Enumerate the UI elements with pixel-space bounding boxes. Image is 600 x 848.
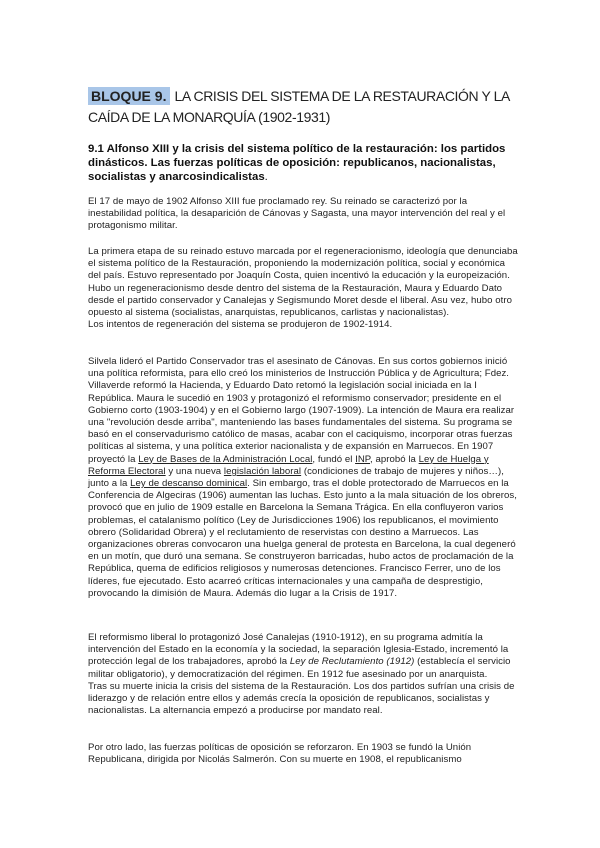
paragraph-4-text-a: El reformismo liberal lo protagonizó José Canalejas (1910-1912), en su programa admitía la intervención del Estado en la economía y la sociedad, la separación Iglesia-Estado, incrementó la protección legal de los trabajadores, aprobó la (88, 632, 509, 668)
paragraph-4-text-b: (establecía el servicio militar obligatorio), y democratización del régimen. En 1912 fue asesinado por un anarquista. (88, 656, 511, 680)
paragraph-3-text-b: , fundó el (312, 453, 356, 465)
link-legislacion-laboral: legislación laboral (223, 465, 302, 477)
paragraph-3-text-c: , aprobó la (370, 453, 419, 465)
paragraph-3-text-d: y una nueva (165, 465, 224, 477)
paragraph-2 (88, 246, 520, 331)
link-ley-huelga: Ley de Huelga y Reforma Electoral (88, 453, 489, 477)
block-heading (88, 86, 528, 128)
block-badge: BLOQUE 9. (88, 87, 170, 105)
block-title: LA CRISIS DEL SISTEMA DE LA RESTAURACIÓN Y LA CAÍDA DE LA MONARQUÍA (1902-1931) (88, 88, 510, 125)
paragraph-3-text-a: Silvela lideró el Partido Conservador tras el asesinato de Cánovas. En sus cortos gobiernos inició una política reformista, para ello creó los ministerios de Instrucción Pública y de Agricultura; Fdez. Villaverde reformó la Hacienda, y Eduardo Dato retomó la legislación social iniciada en la I República. Maura le sucedió en 1903 y protagonizó el reformismo conservador; presidente en el Gobierno corto (1903-1904) y en el Gobierno largo (1907-1909). La intención de Maura era realizar una "revolución desde arriba", manteniendo las bases fundamentales del sistema. Su programa se basó en el conservadurismo católico de masas, acabar con el caciquismo, incorporar otras fuerzas políticas al sistema, y una política exterior nacionalista y de expansión en Marruecos. En 1907 proyectó la (88, 356, 515, 465)
section-title-end: . (264, 171, 268, 183)
paragraph-4 (88, 632, 520, 717)
section-title-text: 9.1 Alfonso XIII y la crisis del sistema político de la restauración: los partidos dinásticos. Las fuerzas políticas de oposición: republicanos, nacionalistas, socialistas y anarcosindicalistas (88, 143, 506, 183)
paragraph-3 (88, 356, 520, 600)
ley-reclutamiento: Ley de Reclutamiento (1912) (289, 656, 415, 668)
paragraph-1: El 17 de mayo de 1902 Alfonso XIII fue proclamado rey. Su reinado se caracterizó por la inestabilidad política, la desaparición de Cánovas y Sagasta, una mayor intervención del real y el protagonismo militar. (88, 196, 506, 232)
section-title (88, 142, 520, 184)
paragraph-2-text: La primera etapa de su reinado estuvo marcada por el regeneracionismo, ideología que denunciaba el sistema político de la Restauración, proponiendo la modernización política, social y económica del país. Estuvo representado por Joaquín Costa, quien incentivó la educación y la europeización. Hubo un regeneracionismo desde dentro del sistema de la Restauración, Maura y Eduardo Dato desde el partido conservador y Canalejas y Segismundo Moret desde el liberal. Asu vez, hubo otro opuesto al sistema (socialistas, anarquistas, republicanos, carlistas y nacionalistas). (88, 246, 518, 319)
paragraph-4-text-c: Tras su muerte inicia la crisis del sistema de la Restauración. Los dos partidos sufrían una crisis de liderazgo y de relación entre ellos y además crecía la oposición de republicanos, socialistas y nacionalistas. La alternancia empezó a producirse por mandato real. (88, 680, 515, 717)
link-inp: INP (355, 453, 371, 465)
paragraph-3-text-f: . Sin embargo, tras el doble protectorado de Marruecos en la Conferencia de Algeciras (1906) aumentan las luchas. Esto junto a la mala situación de los obreros, provocó que en julio de 1909 estalle en Barcelona la Semana Trágica. En ella confluyeron varios problemas, el catalanismo político (Ley de Jurisdicciones 1906) los republicanos, el movimiento obrero (Solidaridad Obrera) y el reclutamiento de reservistas con destino a Marruecos. Las organizaciones obreras convocaron una huelga general de protesta en Barcelona, la cual degeneró en un motín, que duró una semana. Se construyeron barricadas, hubo actos de proclamación de la República, quema de edificios religiosos y numerosas detenciones. Francisco Ferrer, uno de los líderes, fue ejecutado. Esto acarreó críticas internacionales y una campaña de desprestigio, provocando la dimisión de Maura. Además dio lugar a la Crisis de 1917. (88, 478, 517, 599)
paragraph-2-end: Los intentos de regeneración del sistema se produjeron de 1902-1914. (88, 319, 393, 331)
paragraph-5: Por otro lado, las fuerzas políticas de oposición se reforzaron. En 1903 se fundó la Unión Republicana, dirigida por Nicolás Salmerón. Con su muerte en 1908, el republicanismo (88, 742, 472, 766)
link-ley-bases-admin-local: Ley de Bases de la Administración Local (138, 453, 313, 465)
link-ley-descanso-dominical: Ley de descanso dominical (130, 478, 248, 490)
paragraph-3-text-e: (condiciones de trabajo de mujeres y niños…), junto a la (88, 465, 504, 490)
